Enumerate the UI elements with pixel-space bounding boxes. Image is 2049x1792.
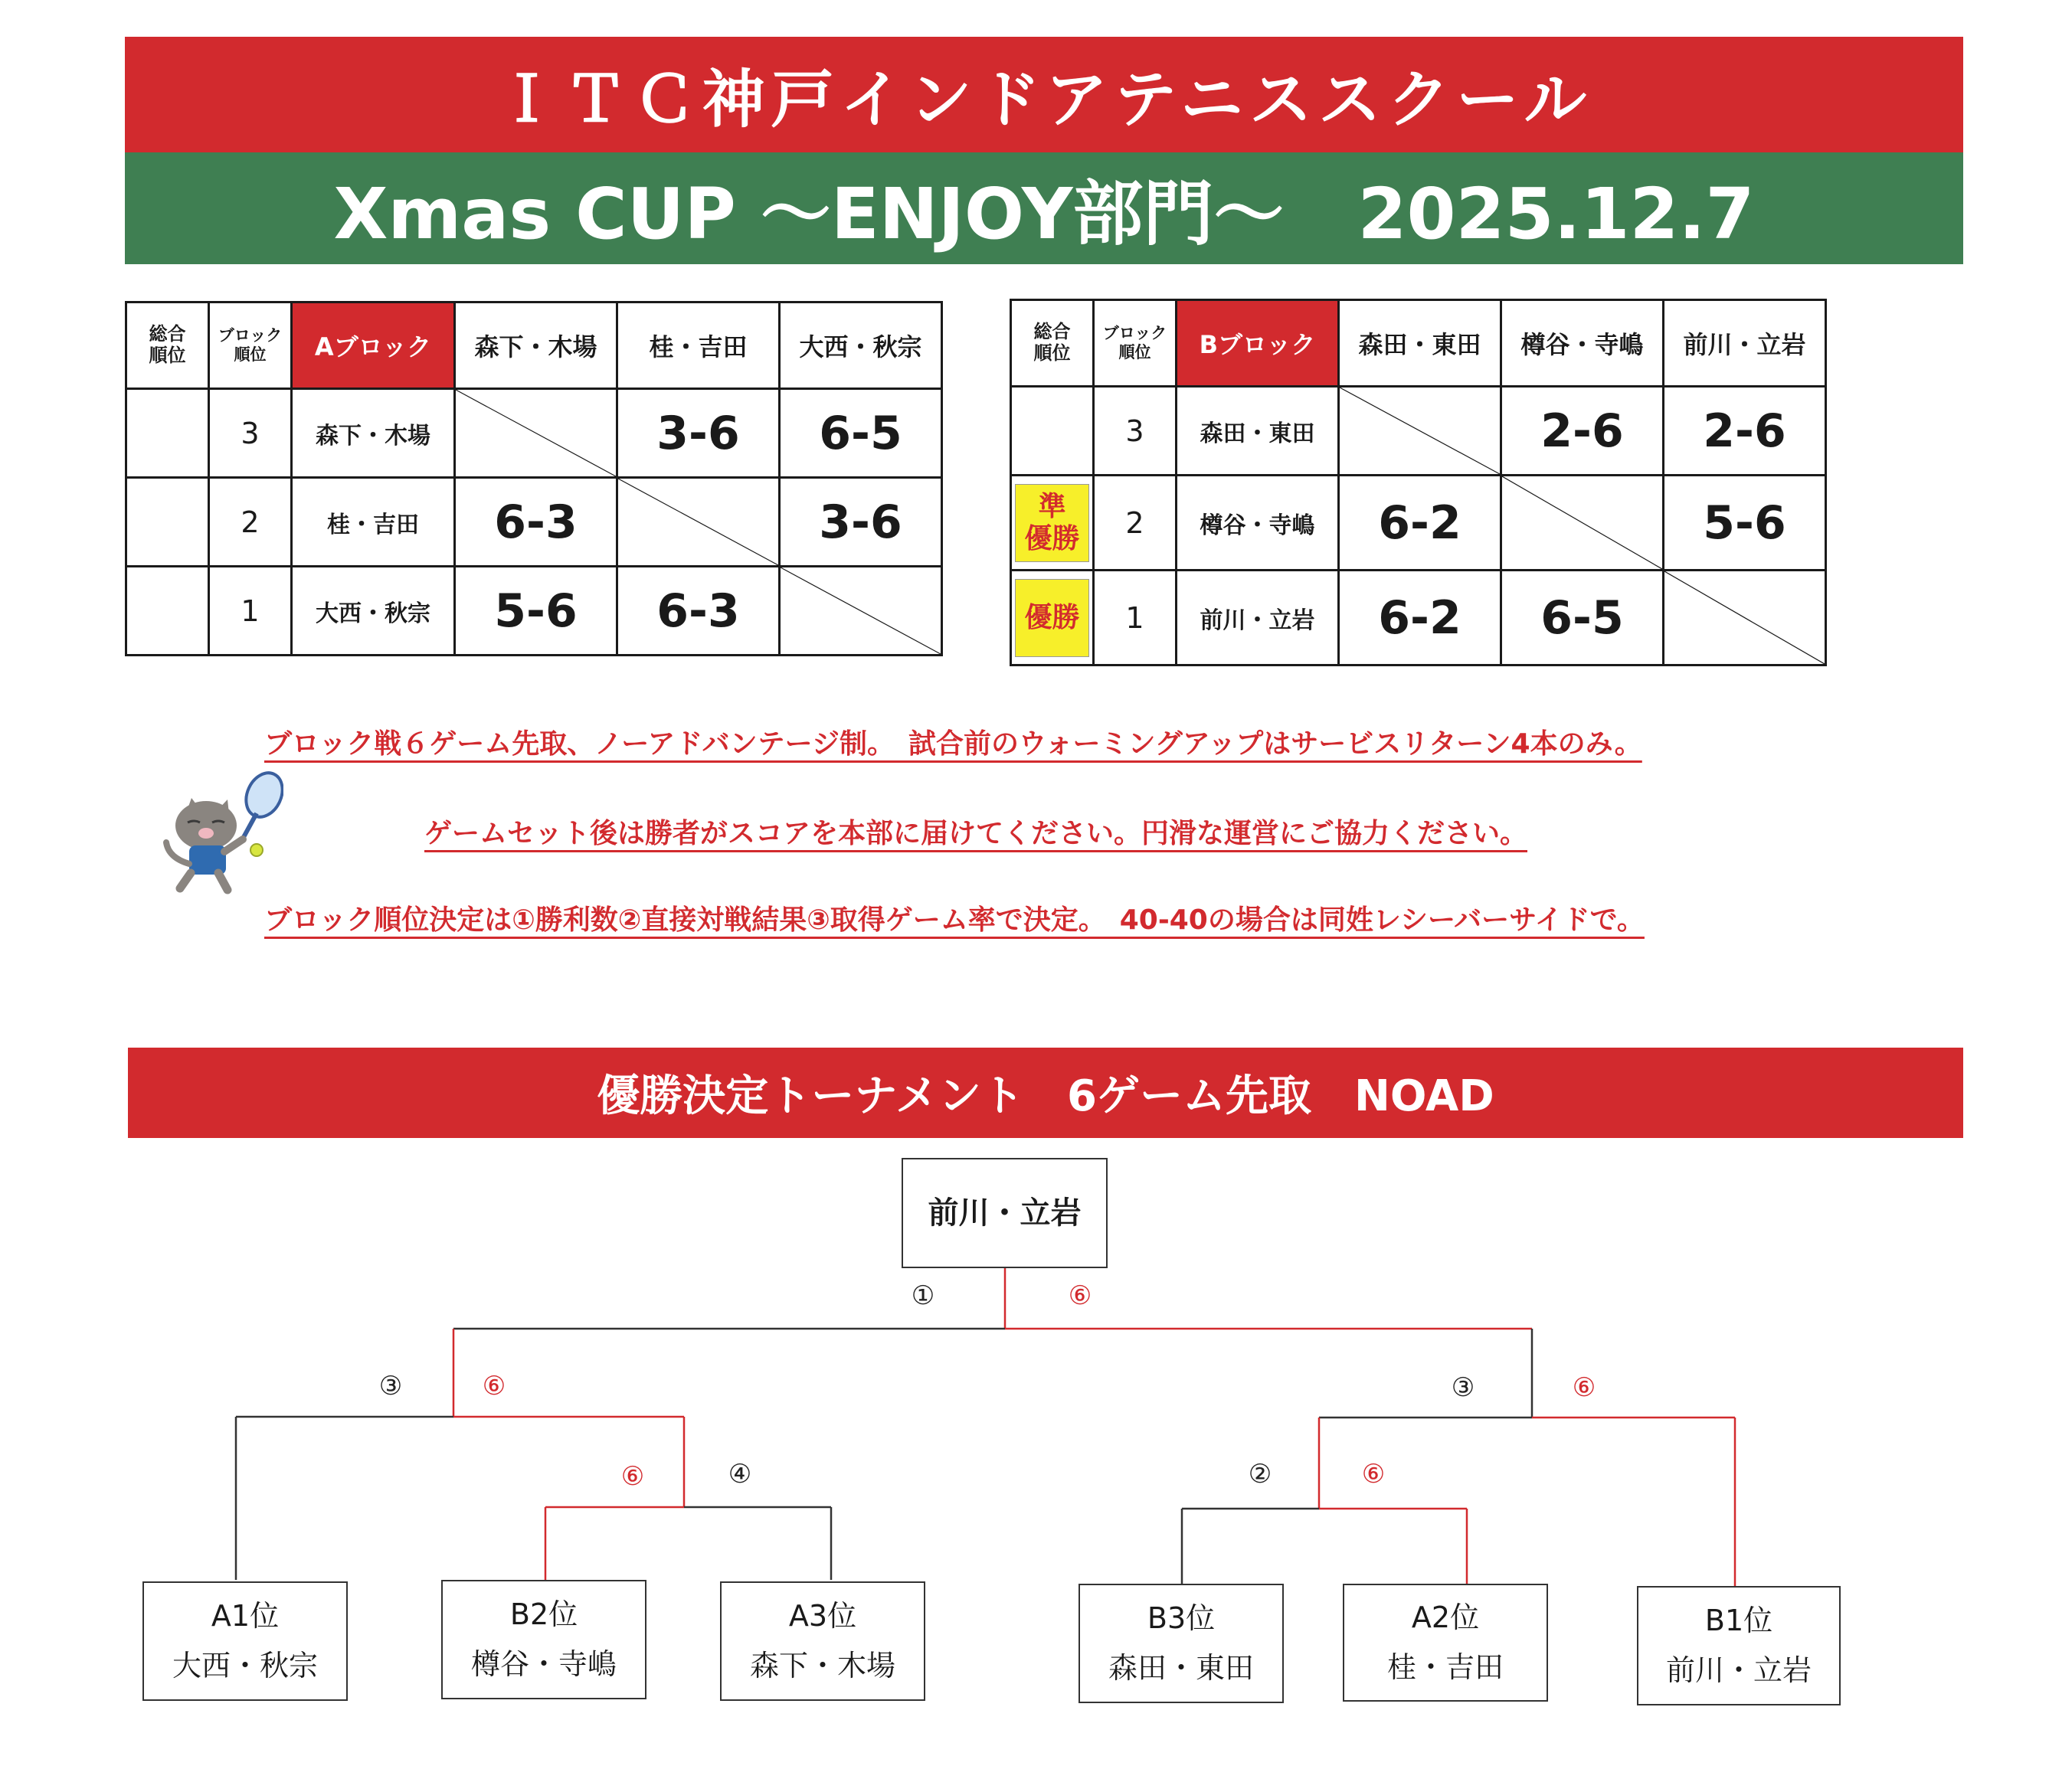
tournament-title: 優勝決定トーナメント 6ゲーム先取 NOAD: [597, 1071, 1494, 1121]
col-team: 前川・立岩: [1664, 300, 1826, 387]
seed-pair: 前川・立岩: [1665, 1653, 1812, 1687]
score-cell: 2-6: [1664, 387, 1826, 476]
champion-badge: 優勝: [1015, 579, 1089, 657]
block-rank: 1: [209, 567, 292, 656]
seed-box: [1343, 1584, 1548, 1702]
score-cell: 6-5: [780, 389, 942, 478]
seed-label: A1位: [211, 1599, 280, 1633]
seed-pair: 森下・木場: [749, 1649, 895, 1682]
col-team: 森下・木場: [455, 302, 617, 389]
seed-pair: 森田・東田: [1108, 1651, 1254, 1685]
score-cell: 3-6: [617, 389, 780, 478]
seed-box: [441, 1580, 646, 1699]
score-cell: 5-6: [455, 567, 617, 656]
block-b-name: Bブロック: [1177, 300, 1339, 387]
semi-right-right-score: ⑥: [1572, 1372, 1596, 1403]
score-cell: 2-6: [1501, 387, 1664, 476]
school-title: ＩＴＣ神戸インドアテニススクール: [495, 64, 1593, 136]
winner-pair: 前川・立岩: [928, 1195, 1082, 1231]
score-cell: 6-2: [1339, 571, 1501, 665]
col-team: 樽谷・寺嶋: [1501, 300, 1664, 387]
seed-box: [1079, 1584, 1284, 1703]
block-rank-header: ブロック 順位: [1094, 300, 1177, 387]
semi-right-left-score: ③: [1451, 1372, 1475, 1403]
final-right-score: ⑥: [1068, 1280, 1092, 1311]
seed-box: [142, 1581, 348, 1701]
col-team: 大西・秋宗: [780, 302, 942, 389]
row-team: 大西・秋宗: [292, 567, 455, 656]
qf-right-left-score: ②: [1248, 1459, 1272, 1490]
score-cell: 6-3: [455, 478, 617, 567]
col-team: 森田・東田: [1339, 300, 1501, 387]
block-rank: 2: [1094, 476, 1177, 571]
score-cell: 5-6: [1664, 476, 1826, 571]
block-rank-header: ブロック 順位: [209, 302, 292, 389]
seed-pair: 大西・秋宗: [172, 1649, 318, 1682]
row-team: 森下・木場: [292, 389, 455, 478]
seed-pair: 樽谷・寺嶋: [470, 1647, 617, 1681]
row-team: 桂・吉田: [292, 478, 455, 567]
block-rank: 3: [209, 389, 292, 478]
block-rank: 1: [1094, 571, 1177, 665]
seed-box: [1637, 1586, 1841, 1705]
qf-left-right-score: ④: [728, 1459, 752, 1490]
qf-left-left-score: ⑥: [620, 1461, 645, 1492]
block-rank: 3: [1094, 387, 1177, 476]
block-a-name: Aブロック: [292, 302, 455, 389]
semi-left-left-score: ③: [378, 1371, 403, 1401]
seed-pair: 桂・吉田: [1386, 1650, 1504, 1684]
seed-label: B3位: [1147, 1601, 1216, 1636]
event-title: Xmas CUP ～ENJOY部門～ 2025.12.7: [333, 173, 1755, 255]
score-cell: 6-2: [1339, 476, 1501, 571]
seed-box: [720, 1581, 925, 1701]
rule-line-2: ゲームセット後は勝者がスコアを本部に届けてください。円滑な運営にご協力ください。: [424, 818, 1528, 849]
row-team: 樽谷・寺嶋: [1177, 476, 1339, 571]
seed-label: B2位: [509, 1597, 578, 1632]
col-team: 桂・吉田: [617, 302, 780, 389]
runner-up-badge: 準 優勝: [1015, 484, 1089, 562]
overall-rank-header: 総合 順位: [126, 302, 209, 389]
block-rank: 2: [209, 478, 292, 567]
qf-right-right-score: ⑥: [1361, 1459, 1386, 1490]
score-cell: 6-5: [1501, 571, 1664, 665]
score-cell: 3-6: [780, 478, 942, 567]
tournament-winner-box: [902, 1158, 1108, 1268]
seed-label: A2位: [1411, 1601, 1480, 1635]
rule-line-1: ブロック戦６ゲーム先取、ノーアドバンテージ制。 試合前のウォーミングアップはサービスリターン4本のみ。: [264, 728, 1642, 760]
score-cell: 6-3: [617, 567, 780, 656]
semi-left-right-score: ⑥: [482, 1371, 506, 1401]
seed-label: B1位: [1704, 1604, 1773, 1638]
row-team: 前川・立岩: [1177, 571, 1339, 665]
rule-line-3: ブロック順位決定は①勝利数②直接対戦結果③取得ゲーム率で決定。 40-40の場合は同姓レシーバーサイドで。: [264, 904, 1645, 936]
seed-label: A3位: [788, 1599, 857, 1633]
row-team: 森田・東田: [1177, 387, 1339, 476]
final-left-score: ①: [911, 1280, 935, 1311]
overall-rank-header: 総合 順位: [1011, 300, 1094, 387]
